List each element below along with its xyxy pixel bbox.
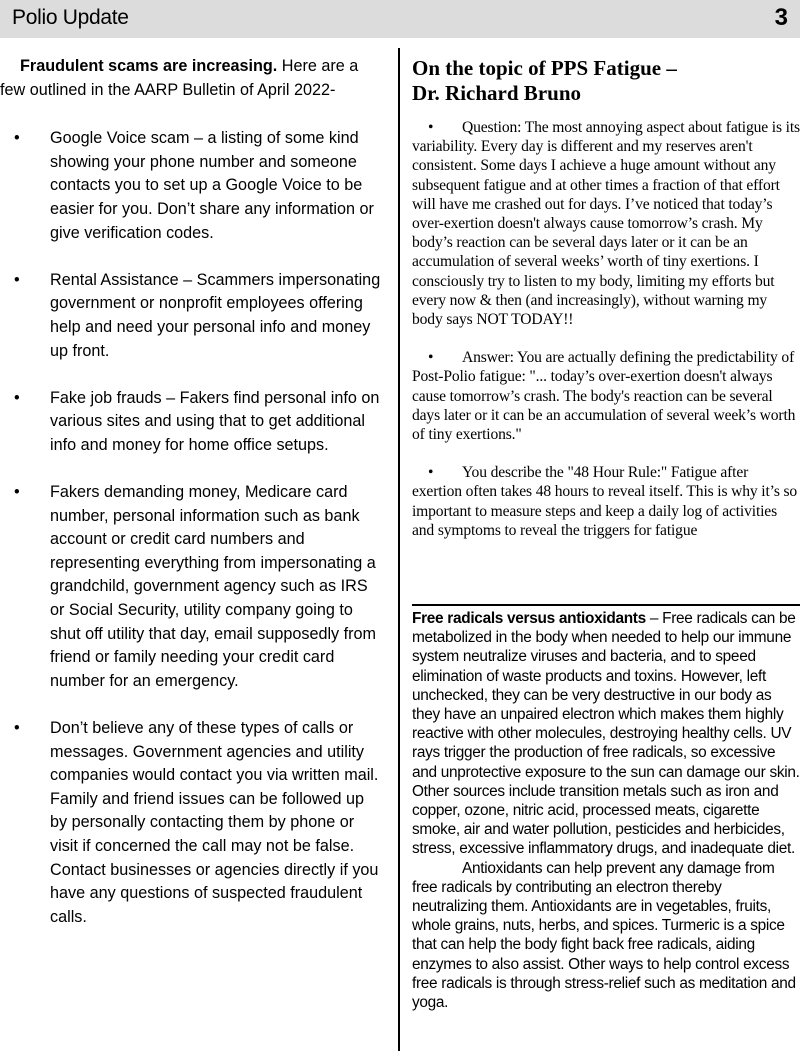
pps-answer <box>412 348 800 444</box>
scam-intro-heading: Fraudulent scams are increasing. <box>20 57 278 75</box>
pps-48-hour-text: You describe the "48 Hour Rule:" Fatigue after exertion often takes 48 hours to reveal itself. This is why it’s so important to measure steps and keep a daily log of activities and symptoms to reveal the triggers for fatigue <box>412 464 798 539</box>
bullet-icon: • <box>14 388 20 407</box>
right-column <box>412 56 800 559</box>
scam-item-rental-assistance <box>0 269 384 363</box>
pps-question <box>412 118 800 329</box>
list-item-text: Don’t believe any of these types of calls or messages. Government agencies and utility companies would contact you via written mail. Family and friend issues can be followed up by personally contacting them by phone or visit if concerned the call may not be false. Contact businesses or agencies directly if you have any questions of suspected fraudulent calls. <box>50 719 379 926</box>
scam-item-google-voice <box>0 127 384 245</box>
left-column <box>0 55 384 953</box>
section-divider <box>412 604 800 606</box>
scam-item-dont-believe <box>0 717 384 929</box>
antioxidants-paragraph: Antioxidants can help prevent any damage from free radicals by contributing an electron thereby neutralizing them. Antioxidants are in vegetables, fruits, whole grains, nuts, herbs, and spices. Turmeric is a spice that can help the body fight back free radicals, aiding enzymes to also assist. Other ways to help control excess free radicals is through stress-relief such as meditation and yoga. <box>412 859 796 1012</box>
list-item-text: Google Voice scam – a listing of some kind showing your phone number and someone contacts you to set up a Google Voice to be easier for you. Don’t share any information or give verification codes. <box>50 129 374 242</box>
pps-fatigue-title <box>412 56 800 106</box>
scam-list <box>0 127 384 929</box>
pps-title-line1: On the topic of PPS Fatigue – <box>412 56 677 80</box>
bullet-icon: • <box>428 119 434 136</box>
page-number: 3 <box>774 4 788 31</box>
bullet-icon: • <box>14 270 20 289</box>
bullet-icon: • <box>14 719 20 738</box>
pps-question-text: Question: The most annoying aspect about fatigue is its variability. Every day is different and my reserves aren't consistent. Some days I achieve a huge amount without any subsequent fatigue and at other times a fraction of that effort will have me crashed out for days. I’ve noticed that today’s over-exertion doesn't always cause tomorrow’s crash. My body’s reaction can be several days later or it can be an accumulation of several weeks’ worth of tiny exertions. I consciously try to listen to my body, limiting my efforts but every now & then (and increasingly), without warning my body says NOT TODAY!! <box>412 119 800 329</box>
free-radicals-text: – Free radicals can be metabolized in the body when needed to help our immune system neutralize viruses and bacteria, and to speed elimination of waste products and toxins. However, left unchecked, they can be very destructive in our body as they have an unpaired electron which makes them highly reactive with other molecules, destroying healthy cells. UV rays trigger the production of free radicals, so excessive and unprotective exposure to the sun can damage our skin. Other sources include transition metals such as iron and copper, ozone, nitric acid, processed meats, cigarette smoke, air and water pollution, pesticides and herbicides, stress, excessive inflammatory drugs, and inadequate diet. <box>412 610 800 858</box>
free-radicals-paragraph <box>412 609 800 859</box>
bullet-icon: • <box>14 483 20 502</box>
list-item-text: Fakers demanding money, Medicare card number, personal information such as bank account or credit card numbers and representing everything from impersonating a grandchild, government agency such as IRS or Social Security, utility company going to shut off utility that day, email supposedly from friend or family needing your credit card number for an emergency. <box>50 483 377 690</box>
bullet-icon: • <box>428 464 434 482</box>
pps-48-hour-rule <box>412 463 800 540</box>
free-radicals-heading: Free radicals versus antioxidants <box>412 610 646 627</box>
free-radicals-article <box>412 609 800 1012</box>
scam-intro <box>0 55 384 102</box>
pps-answer-text: Answer: You are actually defining the predictability of Post-Polio fatigue: "... today’s over-exertion doesn't always cause tomorrow’s crash. The body's reaction can be several days later or it can be an accumulation of several week’s worth of tiny exertions." <box>412 349 796 444</box>
column-divider <box>398 48 400 1051</box>
list-item-text: Rental Assistance – Scammers impersonating government or nonprofit employees offering help and need your personal info and money up front. <box>50 270 381 360</box>
scam-intro-text: Here are a few outlined in the AARP Bulletin of April 2022- <box>0 57 359 99</box>
pps-title-line2: Dr. Richard Bruno <box>412 81 581 105</box>
newsletter-title: Polio Update <box>12 6 129 29</box>
bullet-icon: • <box>428 349 434 367</box>
scam-item-fake-job <box>0 387 384 458</box>
bullet-icon: • <box>14 129 20 148</box>
page-header <box>0 0 800 38</box>
scam-item-fakers-demanding <box>0 481 384 693</box>
list-item-text: Fake job frauds – Fakers find personal info on various sites and using that to get additional info and money for home office setups. <box>50 388 380 454</box>
